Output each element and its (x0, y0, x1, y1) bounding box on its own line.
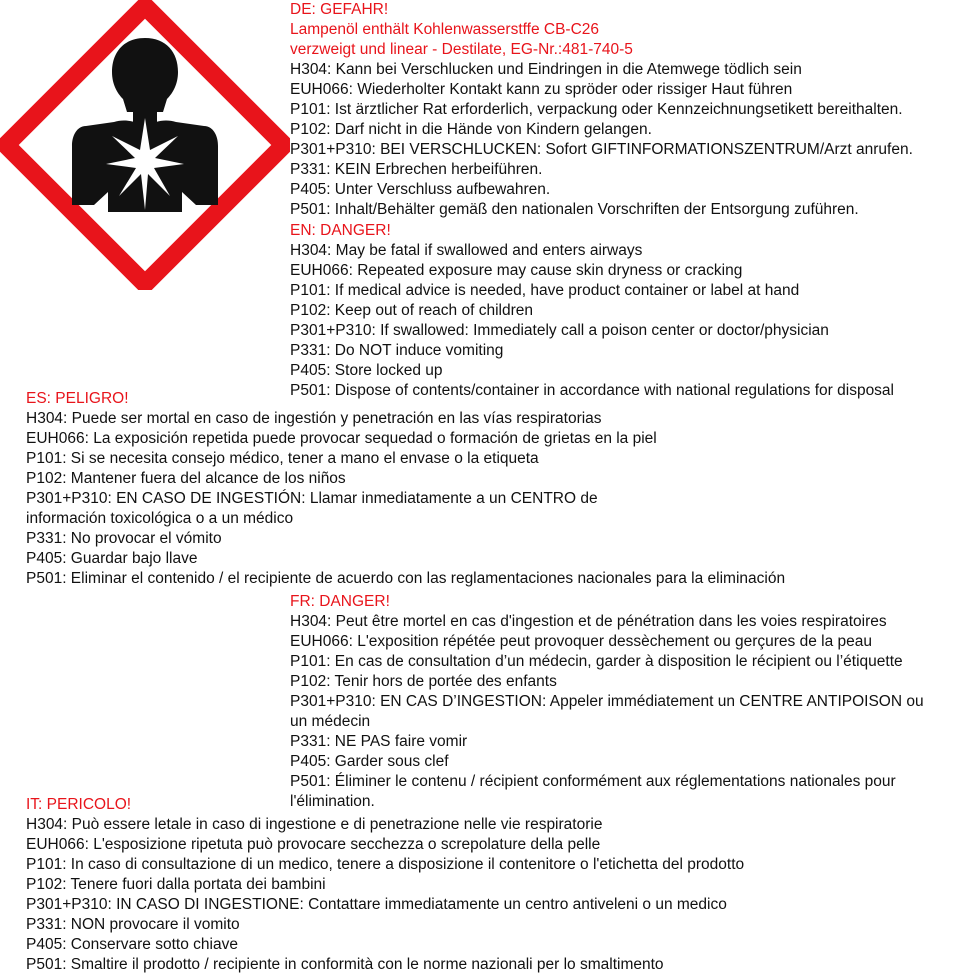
section-french (290, 592, 924, 812)
statement-line: EUH066: Wiederholter Kontakt kann zu spröder oder rissiger Haut führen (290, 81, 793, 98)
statement-line: P101: Si se necesita consejo médico, tener a mano el envase o la etiqueta (26, 450, 539, 467)
statement-line: H304: Peut être mortel en cas d'ingestion et de pénétration dans les voies respiratoires (290, 613, 887, 630)
section-spanish (26, 389, 785, 589)
statement-line: P301+P310: IN CASO DI INGESTIONE: Contattare immediatamente un centro antiveleni o un medico (26, 896, 727, 913)
statement-line: P405: Guardar bajo llave (26, 550, 198, 567)
statement-line: P101: If medical advice is needed, have product container or label at hand (290, 282, 800, 299)
statement-line: P101: En cas de consultation d’un médecin, garder à disposition le récipient ou l’étiquette (290, 653, 903, 670)
statement-line: l'élimination. (290, 793, 375, 810)
statement-line: P102: Darf nicht in die Hände von Kindern gelangen. (290, 121, 652, 138)
section-heading-line: ES: PELIGRO! (26, 390, 129, 407)
statement-line: P102: Mantener fuera del alcance de los niños (26, 470, 346, 487)
statement-line: EUH066: La exposición repetida puede provocar sequedad o formación de grietas en la piel (26, 430, 657, 447)
statement-line: P102: Tenir hors de portée des enfants (290, 673, 557, 690)
section-heading-line: Lampenöl enthält Kohlenwasserstffe CB-C26 (290, 21, 600, 38)
statement-line: EUH066: L'exposition répétée peut provoquer dessèchement ou gerçures de la peau (290, 633, 873, 650)
statement-line: P501: Éliminer le contenu / récipient conformément aux réglementations nationales pour (290, 773, 896, 790)
statement-line: P501: Eliminar el contenido / el recipiente de acuerdo con las reglamentaciones nacionales para la eliminación (26, 570, 786, 587)
statement-line: EUH066: Repeated exposure may cause skin dryness or cracking (290, 262, 743, 279)
statement-line: P405: Garder sous clef (290, 753, 449, 770)
statement-line: P331: KEIN Erbrechen herbeiführen. (290, 161, 543, 178)
section-english (290, 221, 894, 401)
statement-line: H304: Può essere letale in caso di ingestione e di penetrazione nelle vie respiratorie (26, 816, 603, 833)
statement-line: P331: NE PAS faire vomir (290, 733, 468, 750)
statement-line: P501: Dispose of contents/container in accordance with national regulations for disposal (290, 382, 895, 399)
section-german (290, 0, 913, 220)
statement-line: P301+P310: EN CAS D’INGESTION: Appeler immédiatement un CENTRE ANTIPOISON ou (290, 693, 924, 710)
section-heading-line: EN: DANGER! (290, 222, 391, 239)
statement-line: H304: Kann bei Verschlucken und Eindringen in die Atemwege tödlich sein (290, 61, 802, 78)
statement-line: P301+P310: If swallowed: Immediately call a poison center or doctor/physician (290, 322, 829, 339)
statement-line: H304: Puede ser mortal en caso de ingestión y penetración en las vías respiratorias (26, 410, 602, 427)
statement-line: P102: Keep out of reach of children (290, 302, 533, 319)
section-heading-line: IT: PERICOLO! (26, 796, 132, 813)
statement-line: P405: Store locked up (290, 362, 443, 379)
section-heading-line: DE: GEFAHR! (290, 1, 389, 18)
statement-line: P331: No provocar el vómito (26, 530, 222, 547)
health-hazard-ghs08-icon (0, 0, 290, 290)
statement-line: P102: Tenere fuori dalla portata dei bambini (26, 876, 326, 893)
statement-line: P331: NON provocare il vomito (26, 916, 240, 933)
section-italian (26, 795, 744, 975)
statement-line: P331: Do NOT induce vomiting (290, 342, 504, 359)
statement-line: P405: Conservare sotto chiave (26, 936, 238, 953)
statement-line: EUH066: L'esposizione ripetuta può provocare secchezza o screpolature della pelle (26, 836, 601, 853)
statement-line: un médecin (290, 713, 371, 730)
statement-line: información toxicológica o a un médico (26, 510, 294, 527)
statement-line: H304: May be fatal if swallowed and enters airways (290, 242, 643, 259)
statement-line: P301+P310: BEI VERSCHLUCKEN: Sofort GIFTINFORMATIONSZENTRUM/Arzt anrufen. (290, 141, 913, 158)
statement-line: P501: Inhalt/Behälter gemäß den nationalen Vorschriften der Entsorgung zuführen. (290, 201, 859, 218)
section-heading-line: FR: DANGER! (290, 593, 390, 610)
statement-line: P101: Ist ärztlicher Rat erforderlich, verpackung oder Kennzeichnungsetikett bereithalten. (290, 101, 903, 118)
section-heading-line: verzweigt und linear - Destilate, EG-Nr.:481-740-5 (290, 41, 633, 58)
statement-line: P101: In caso di consultazione di un medico, tenere a disposizione il contenitore o l'etichetta del prodotto (26, 856, 745, 873)
statement-line: P501: Smaltire il prodotto / recipiente in conformità con le norme nazionali per lo smaltimento (26, 956, 664, 973)
statement-line: P301+P310: EN CASO DE INGESTIÓN: Llamar inmediatamente a un CENTRO de (26, 490, 598, 507)
statement-line: P405: Unter Verschluss aufbewahren. (290, 181, 551, 198)
